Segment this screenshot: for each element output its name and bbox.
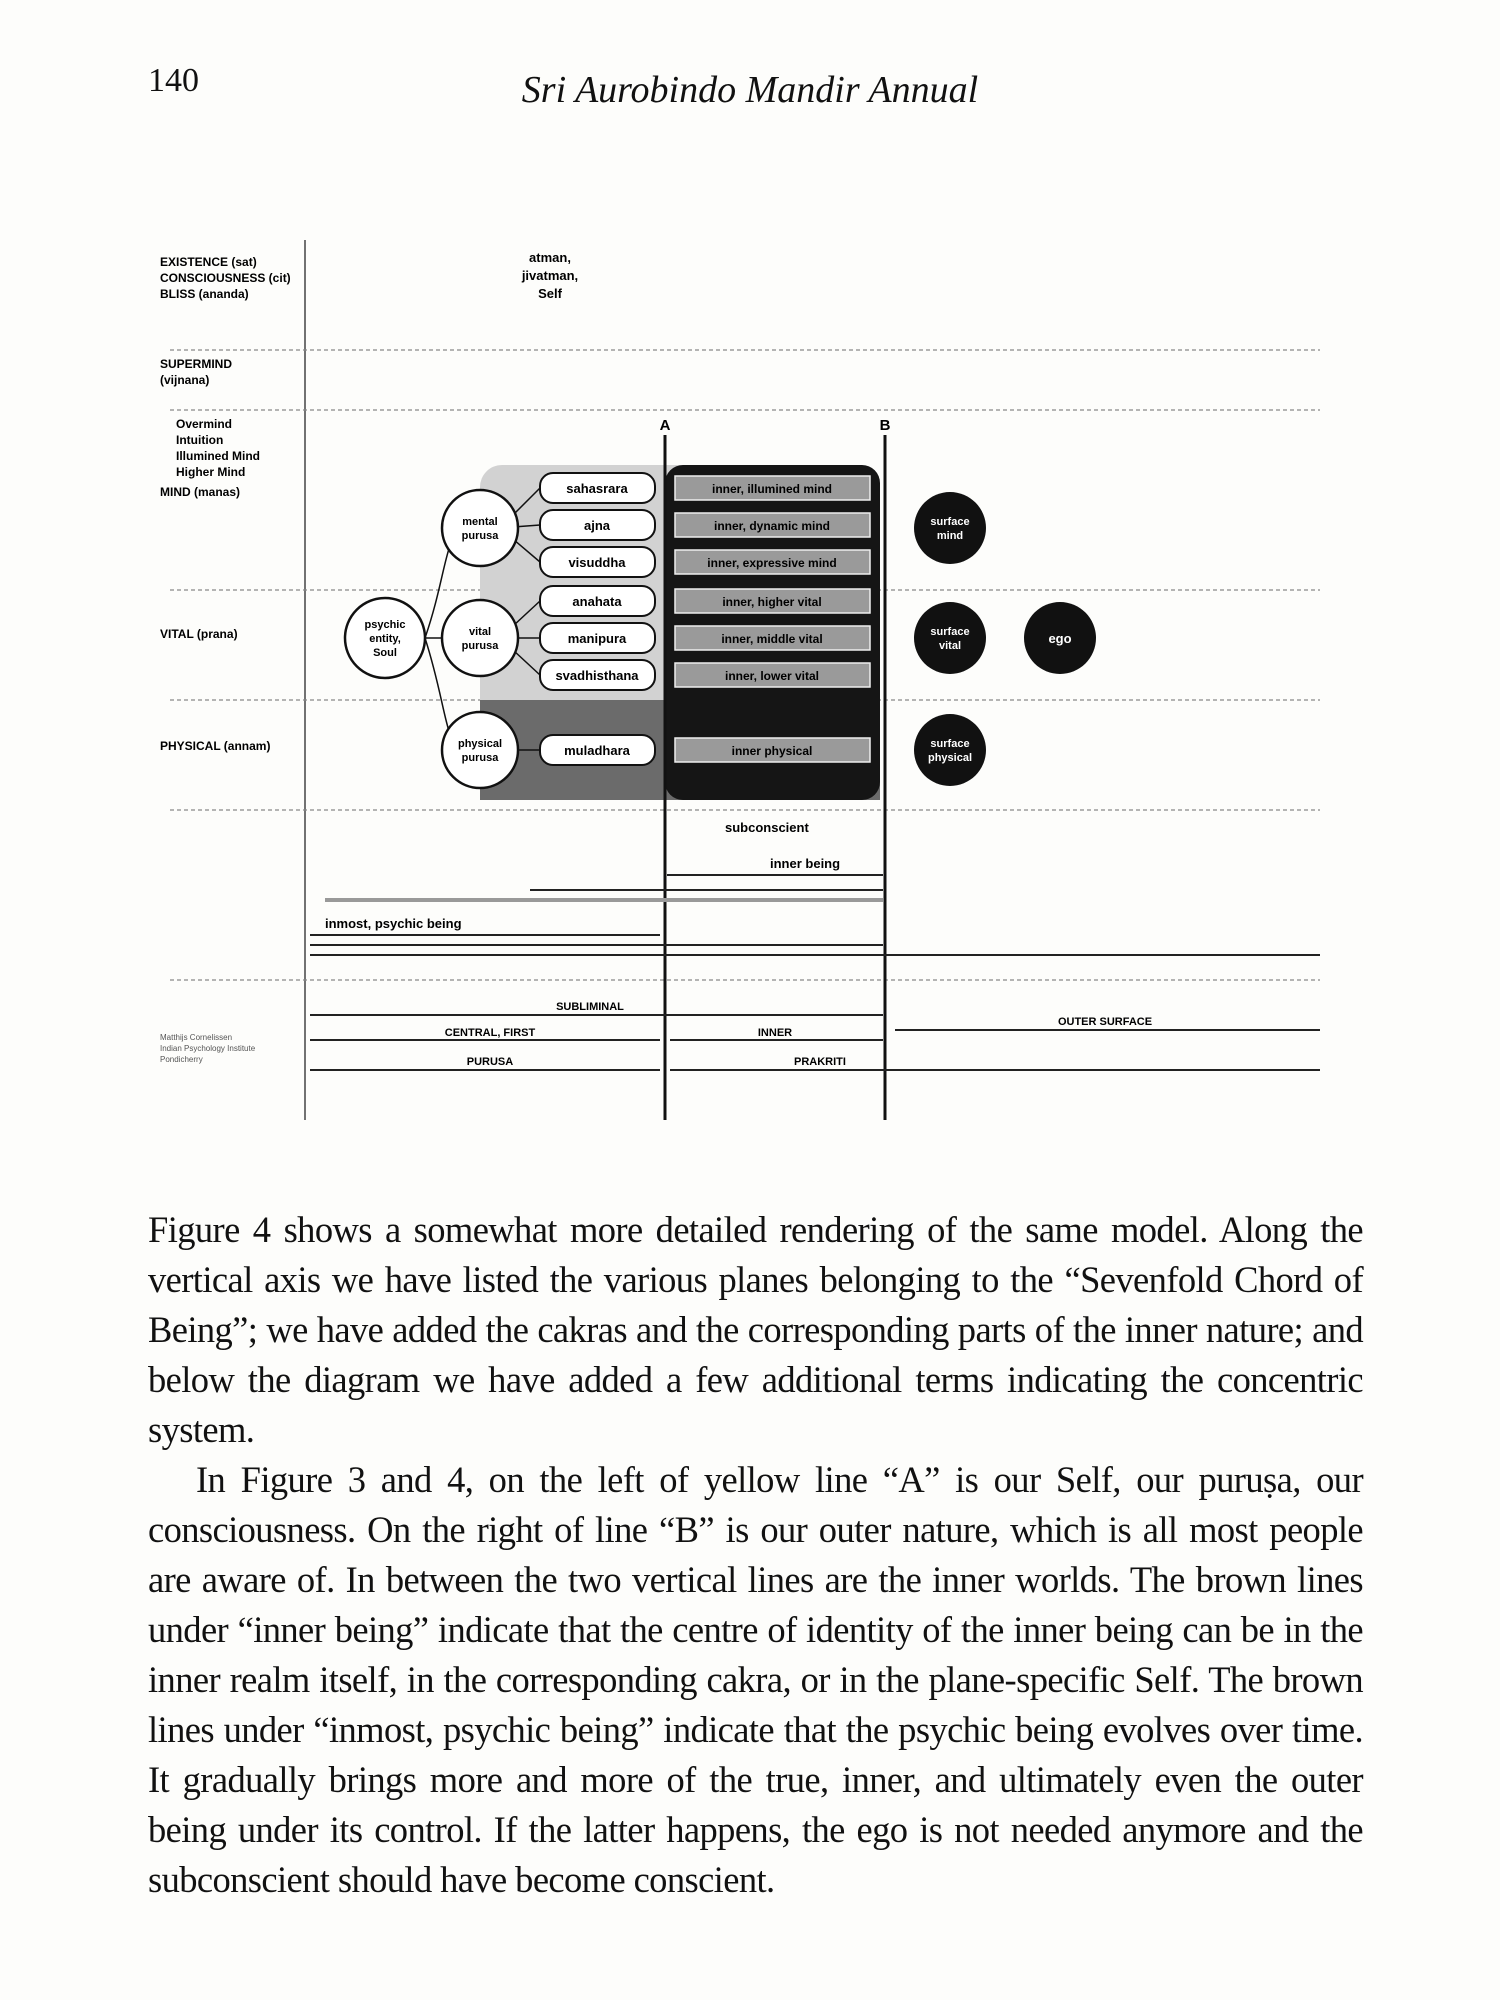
mental-purusa-circle	[442, 490, 518, 566]
ego-label: ego	[1048, 631, 1072, 646]
bottom-label: PURUSA	[466, 1056, 514, 1068]
surface-physical-circle	[914, 714, 986, 786]
body-text	[148, 1205, 1363, 1905]
left-plane-labels	[160, 255, 291, 753]
plane-label: Intuition	[176, 433, 224, 447]
plane-label-vital: VITAL (prana)	[160, 627, 238, 641]
credit-line: Matthijs Cornelissen	[160, 1033, 233, 1042]
credit-line: Pondicherry	[160, 1055, 203, 1064]
self-label-line: jivatman,	[521, 268, 579, 283]
purusa-label: purusa	[461, 530, 499, 542]
psychic-label: psychic	[364, 619, 406, 631]
bottom-label: CENTRAL, FIRST	[444, 1027, 536, 1039]
purusa-label: physical	[457, 738, 503, 750]
line-a-label: A	[659, 417, 671, 434]
inner-part-label: inner, expressive mind	[707, 556, 837, 570]
cakra-label: visuddha	[568, 555, 626, 570]
paragraph: In Figure 3 and 4, on the left of yellow line “A” is our Self, our puruṣa, our consciousness. On the right of line “B” is our outer nature, which is all most people are aware of. In between the two vertical lines are the inner worlds. The brown lines under “inner being” indicate that the centre of identity of the inner being can be in the inner realm itself, in the corresponding cakra, or in the plane-specific Self. The brown lines under “inmost, psychic being” indicate that the psychic being evolves over time. It gradually brings more and more of the true, inner, and ultimately even the outer being under its control. If the latter happens, the ego is not needed anymore and the subconscient should have become conscient.	[148, 1459, 1363, 1900]
figure-4	[160, 240, 1350, 1140]
inner-part-label: inner, higher vital	[722, 595, 822, 609]
bottom-label: PRAKRITI	[794, 1056, 846, 1068]
outer-label: surface	[930, 626, 970, 638]
figure-credit	[160, 1033, 256, 1064]
plane-label: (vijnana)	[160, 373, 210, 387]
psychic-label: entity,	[369, 633, 401, 645]
outer-surface-circles	[914, 492, 1096, 786]
plane-label: SUPERMIND	[160, 357, 233, 371]
plane-label: Overmind	[176, 417, 233, 431]
purusa-circles	[345, 490, 518, 788]
purusa-label: purusa	[461, 640, 499, 652]
plane-label: BLISS (ananda)	[160, 287, 249, 301]
plane-label-physical: PHYSICAL (annam)	[160, 739, 271, 753]
outer-label: physical	[927, 752, 973, 764]
cakra-label: manipura	[567, 631, 627, 646]
plane-label-mind: MIND (manas)	[160, 485, 241, 499]
inner-part-label: inner, dynamic mind	[713, 519, 831, 533]
inner-being-label: inner being	[770, 856, 841, 871]
physical-purusa-circle	[442, 712, 518, 788]
cakra-label: svadhisthana	[555, 668, 639, 683]
outer-label: surface	[930, 738, 970, 750]
bottom-label: INNER	[757, 1027, 793, 1039]
outer-label: vital	[938, 640, 962, 652]
paragraph: Figure 4 shows a somewhat more detailed rendering of the same model. Along the vertical axis we have listed the various planes belonging to the “Sevenfold Chord of Being”; we have added the cakras and the corresponding parts of the inner nature; and below the diagram we have added a few additional terms indicating the concentric system.	[148, 1209, 1363, 1450]
surface-vital-circle	[914, 602, 986, 674]
bottom-label: OUTER SURFACE	[1057, 1016, 1153, 1028]
subconscient-label: subconscient	[725, 820, 809, 835]
plane-label: Illumined Mind	[176, 449, 260, 463]
purusa-label: vital	[468, 626, 492, 638]
inmost-psychic-label: inmost, psychic being	[325, 916, 462, 931]
page-number: 140	[148, 62, 199, 99]
psychic-label: Soul	[373, 647, 397, 659]
inner-part-label: inner, illumined mind	[711, 482, 833, 496]
credit-line: Indian Psychology Institute	[160, 1044, 256, 1053]
inner-part-label: inner, middle vital	[721, 632, 823, 646]
purusa-label: mental	[462, 516, 498, 528]
vital-purusa-circle	[442, 600, 518, 676]
self-label	[521, 250, 578, 301]
self-label-line: Self	[538, 286, 562, 301]
line-b-label: B	[879, 417, 891, 434]
plane-label: Higher Mind	[176, 465, 246, 479]
cakra-label: ajna	[583, 518, 611, 533]
plane-label: CONSCIOUSNESS (cit)	[160, 271, 291, 285]
sevenfold-chord-diagram	[160, 240, 1350, 1140]
cakra-label: muladhara	[564, 743, 630, 758]
inner-part-label: inner, lower vital	[724, 669, 820, 683]
running-title: Sri Aurobindo Mandir Annual	[521, 69, 979, 111]
bottom-labels	[445, 1001, 1152, 1068]
bottom-label: SUBLIMINAL	[556, 1001, 624, 1013]
inner-part-label: inner physical	[731, 744, 813, 758]
outer-label: surface	[930, 516, 970, 528]
purusa-label: purusa	[461, 752, 499, 764]
surface-mind-circle	[914, 492, 986, 564]
cakra-label: sahasrara	[566, 481, 628, 496]
self-label-line: atman,	[529, 250, 571, 265]
plane-label: EXISTENCE (sat)	[160, 255, 257, 269]
cakra-label: anahata	[572, 594, 622, 609]
arrow-lines	[310, 875, 1320, 1070]
outer-label: mind	[936, 530, 964, 542]
